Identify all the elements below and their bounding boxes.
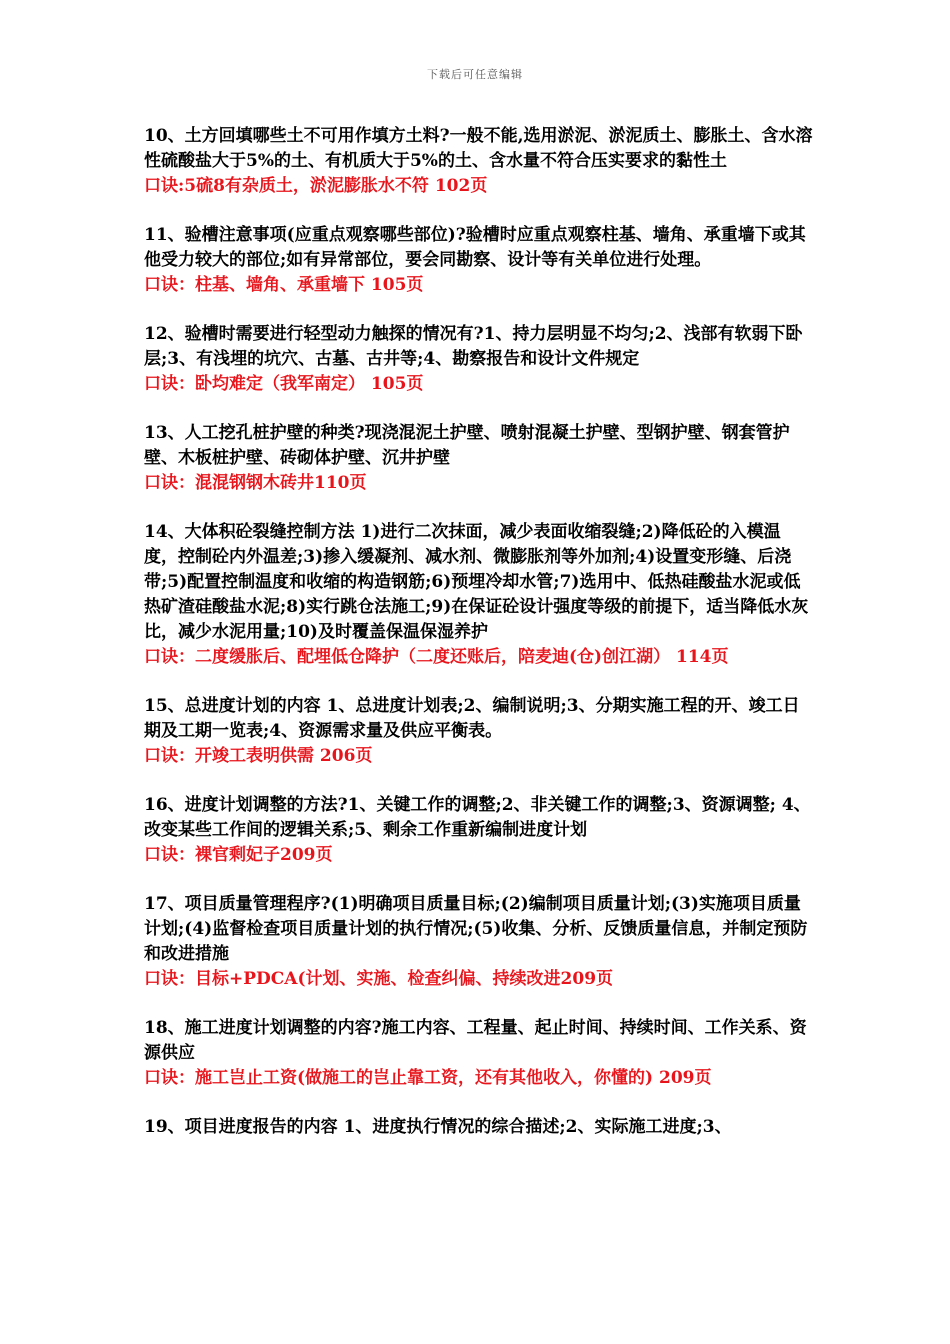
qa-item-12 xyxy=(144,322,814,397)
qa-item-19 xyxy=(144,1115,814,1140)
question-text: 13、人工挖孔桩护壁的种类?现浇混泥土护壁、喷射混凝土护壁、型钢护壁、钢套管护壁、木板桩护壁、砖砌体护壁、沉井护壁 xyxy=(144,423,790,468)
mnemonic-text: 口诀:5硫8有杂质土，淤泥膨胀水不符 102页 xyxy=(144,176,488,196)
mnemonic-text: 口诀：混混钢钢木砖井110页 xyxy=(144,473,367,493)
question-text: 15、总进度计划的内容 1、总进度计划表;2、编制说明;3、分期实施工程的开、竣工日期及工期一览表;4、资源需求量及供应平衡表。 xyxy=(144,696,800,741)
mnemonic-text: 口诀：裸官剩妃子209页 xyxy=(144,845,333,865)
page-header: 下载后可任意编辑 xyxy=(427,68,523,81)
qa-item-17 xyxy=(144,892,814,992)
mnemonic-text: 口诀：卧均难定（我军南定） 105页 xyxy=(144,374,424,394)
question-text: 11、验槽注意事项(应重点观察哪些部位)?验槽时应重点观察柱基、墙角、承重墙下或其他受力较大的部位;如有异常部位，要会同勘察、设计等有关单位进行处理。 xyxy=(144,225,806,270)
document-body xyxy=(144,124,814,1164)
mnemonic-text: 口诀：柱基、墙角、承重墙下 105页 xyxy=(144,275,424,295)
qa-item-16 xyxy=(144,793,814,868)
question-text: 18、施工进度计划调整的内容?施工内容、工程量、起止时间、持续时间、工作关系、资源供应 xyxy=(144,1018,807,1063)
mnemonic-text: 口诀：开竣工表明供需 206页 xyxy=(144,746,373,766)
mnemonic-text: 口诀：目标+PDCA(计划、实施、检查纠偏、持续改进209页 xyxy=(144,969,614,989)
question-text: 16、进度计划调整的方法?1、关键工作的调整;2、非关键工作的调整;3、资源调整; 4、改变某些工作间的逻辑关系;5、剩余工作重新编制进度计划 xyxy=(144,795,811,840)
qa-item-14 xyxy=(144,520,814,670)
qa-item-15 xyxy=(144,694,814,769)
question-text: 10、土方回填哪些土不可用作填方土料?一般不能,选用淤泥、淤泥质土、膨胀土、含水溶性硫酸盐大于5%的土、有机质大于5%的土、含水量不符合压实要求的黏性土 xyxy=(144,126,813,171)
qa-item-18 xyxy=(144,1016,814,1091)
qa-item-13 xyxy=(144,421,814,496)
mnemonic-text: 口诀：二度缓胀后、配埋低仓降护（二度还账后，陪麦迪(仓)创江湖） 114页 xyxy=(144,647,729,667)
qa-item-11 xyxy=(144,223,814,298)
question-text: 12、验槽时需要进行轻型动力触探的情况有?1、持力层明显不均匀;2、浅部有软弱下卧层;3、有浅埋的坑穴、古墓、古井等;4、勘察报告和设计文件规定 xyxy=(144,324,803,369)
question-text: 19、项目进度报告的内容 1、进度执行情况的综合描述;2、实际施工进度;3、 xyxy=(144,1117,732,1137)
question-text: 17、项目质量管理程序?(1)明确项目质量目标;(2)编制项目质量计划;(3)实施项目质量计划;(4)监督检查项目质量计划的执行情况;(5)收集、分析、反馈质量信息，并制定预防和改进措施 xyxy=(144,894,808,964)
mnemonic-text: 口诀：施工岂止工资(做施工的岂止靠工资，还有其他收入，你懂的) 209页 xyxy=(144,1068,712,1088)
qa-item-10 xyxy=(144,124,814,199)
question-text: 14、大体积砼裂缝控制方法 1)进行二次抹面，减少表面收缩裂缝;2)降低砼的入模温度，控制砼内外温差;3)掺入缓凝剂、减水剂、微膨胀剂等外加剂;4)设置变形缝、后浇带;5)配置控制温度和收缩的构造钢筋;6)预埋冷却水管;7)选用中、低热硅酸盐水泥或低热矿渣硅酸盐水泥;8)实行跳仓法施工;9)在保证砼设计强度等级的前提下，适当降低水灰比，减少水泥用量;10)及时覆盖保温保湿养护 xyxy=(144,522,809,642)
